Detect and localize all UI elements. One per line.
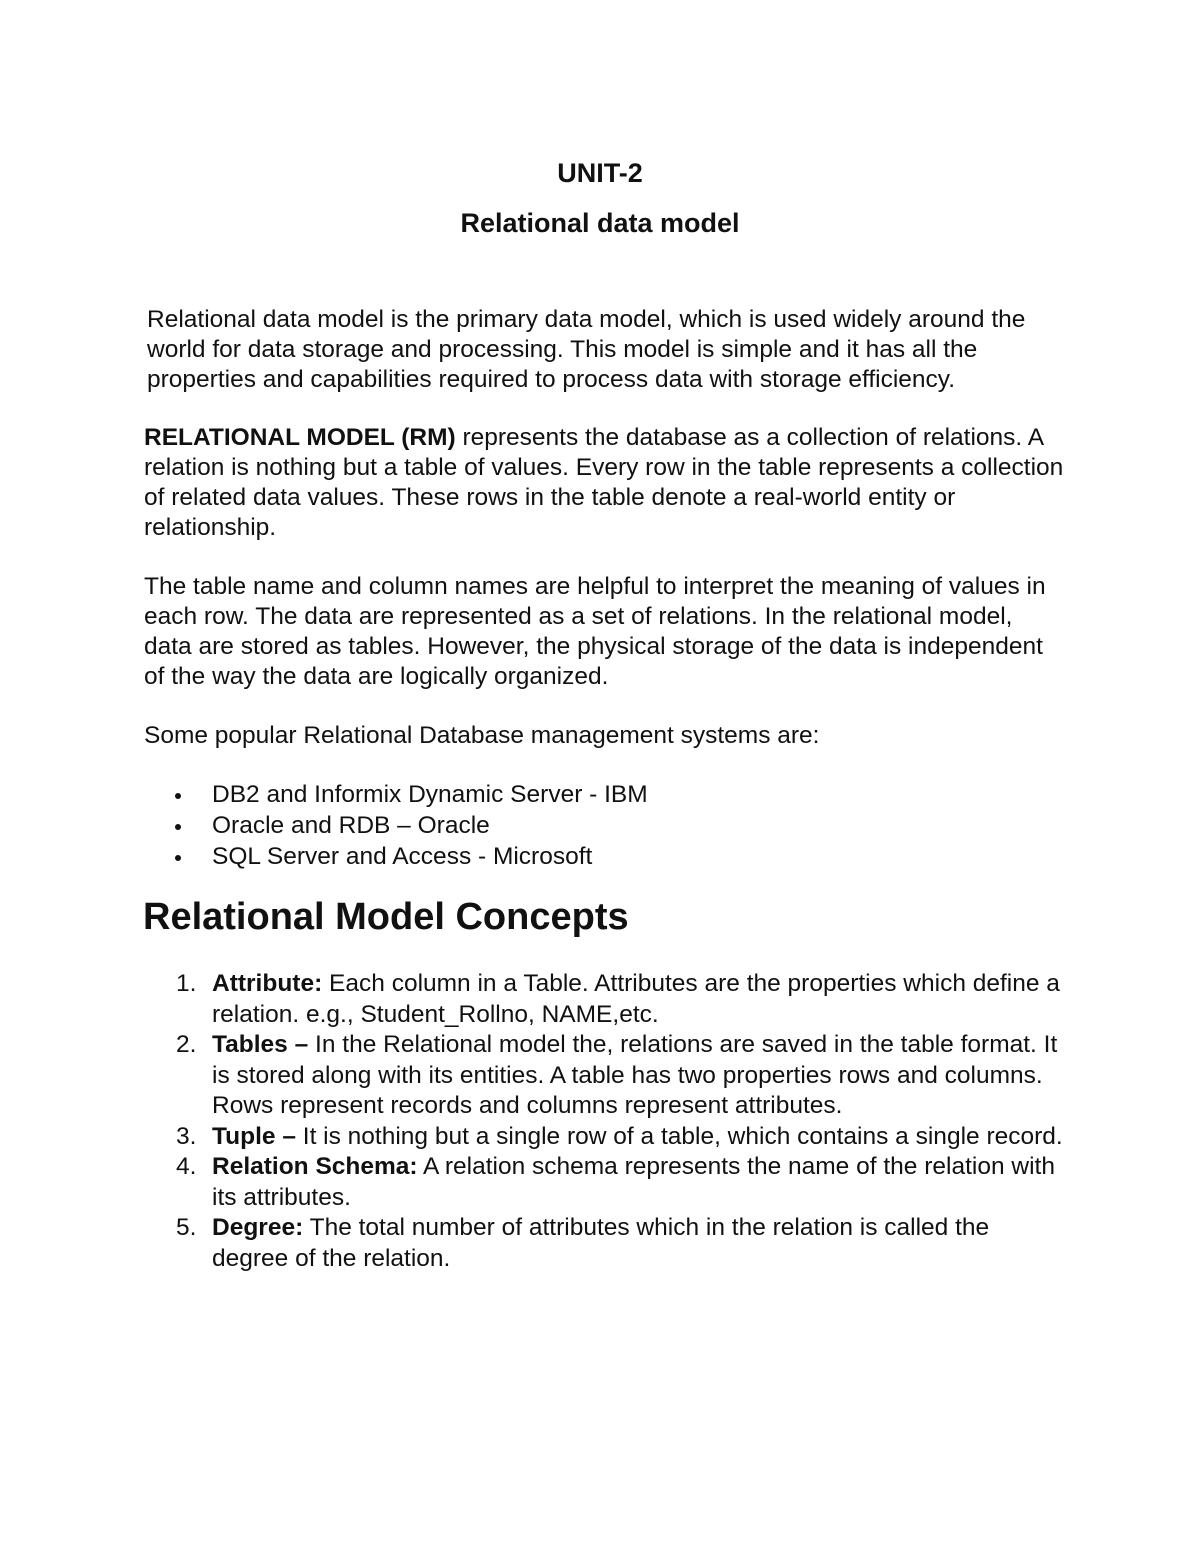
list-item <box>144 810 1044 841</box>
list-item <box>144 841 1044 872</box>
rdbms-list <box>144 779 1044 872</box>
bullet-icon <box>175 793 181 799</box>
concept-text: Each column in a Table. Attributes are the properties which define a relation. e.g., Student_Rollno, NAME,etc. <box>212 970 1060 1028</box>
concept-number: 1. <box>176 970 197 997</box>
concept-item <box>144 1152 1064 1213</box>
concept-term: Tables – <box>212 1031 309 1058</box>
concept-text: In the Relational model the, relations are saved in the table format. It is stored along with its entities. A table has two properties rows and columns. Rows represent records and columns represent attributes. <box>212 1031 1058 1119</box>
concept-item <box>144 969 1064 1030</box>
concept-text: A relation schema represents the name of the relation with its attributes. <box>212 1153 1055 1211</box>
concept-term: Attribute: <box>212 970 323 997</box>
bullet-icon <box>175 855 181 861</box>
unit-title: UNIT-2 <box>557 158 643 188</box>
document-title: Relational data model <box>460 208 740 238</box>
relational-model-paragraph <box>144 423 1064 543</box>
concepts-list <box>144 969 1064 1274</box>
intro-paragraph: Relational data model is the primary data model, which is used widely around the world for data storage and processing. This model is simple and it has all the properties and capabilities required to process data with storage efficiency. <box>147 306 1026 393</box>
concept-item <box>144 1030 1064 1122</box>
concept-term: Relation Schema: <box>212 1153 418 1180</box>
concept-term: Degree: <box>212 1214 304 1241</box>
concept-term: Tuple – <box>212 1122 296 1150</box>
concept-text: It is nothing but a single row of a table, which contains a single record. <box>295 1122 1063 1150</box>
list-item-text: DB2 and Informix Dynamic Server - IBM <box>212 781 648 808</box>
section-heading: Relational Model Concepts <box>143 896 629 938</box>
concept-item <box>144 1213 1064 1274</box>
table-names-paragraph: The table name and column names are helpful to interpret the meaning of values in each row. The data are represented as a set of relations. In the relational model, data are stored as tables. However, the physical storage of the data is independent of the way the data are logically organized. <box>144 573 1046 690</box>
concept-number: 2. <box>176 1031 197 1058</box>
popular-rdbms-intro: Some popular Relational Database management systems are: <box>144 722 820 749</box>
concept-number: 3. <box>176 1122 197 1150</box>
relational-model-term: RELATIONAL MODEL (RM) <box>144 424 456 451</box>
list-item-text: SQL Server and Access - Microsoft <box>212 843 593 870</box>
concept-number: 4. <box>176 1153 197 1180</box>
bullet-icon <box>175 824 181 830</box>
concept-number: 5. <box>176 1214 197 1241</box>
relational-model-text: represents the database as a collection of relations. A relation is nothing but a table of values. Every row in the table represents a collection of related data values. These rows in the table denote a real-world entity or relationship. <box>144 424 1064 541</box>
concept-text: The total number of attributes which in the relation is called the degree of the relation. <box>212 1214 990 1272</box>
concept-item <box>144 1122 1064 1153</box>
list-item-text: Oracle and RDB – Oracle <box>212 812 490 839</box>
list-item <box>144 779 1044 810</box>
